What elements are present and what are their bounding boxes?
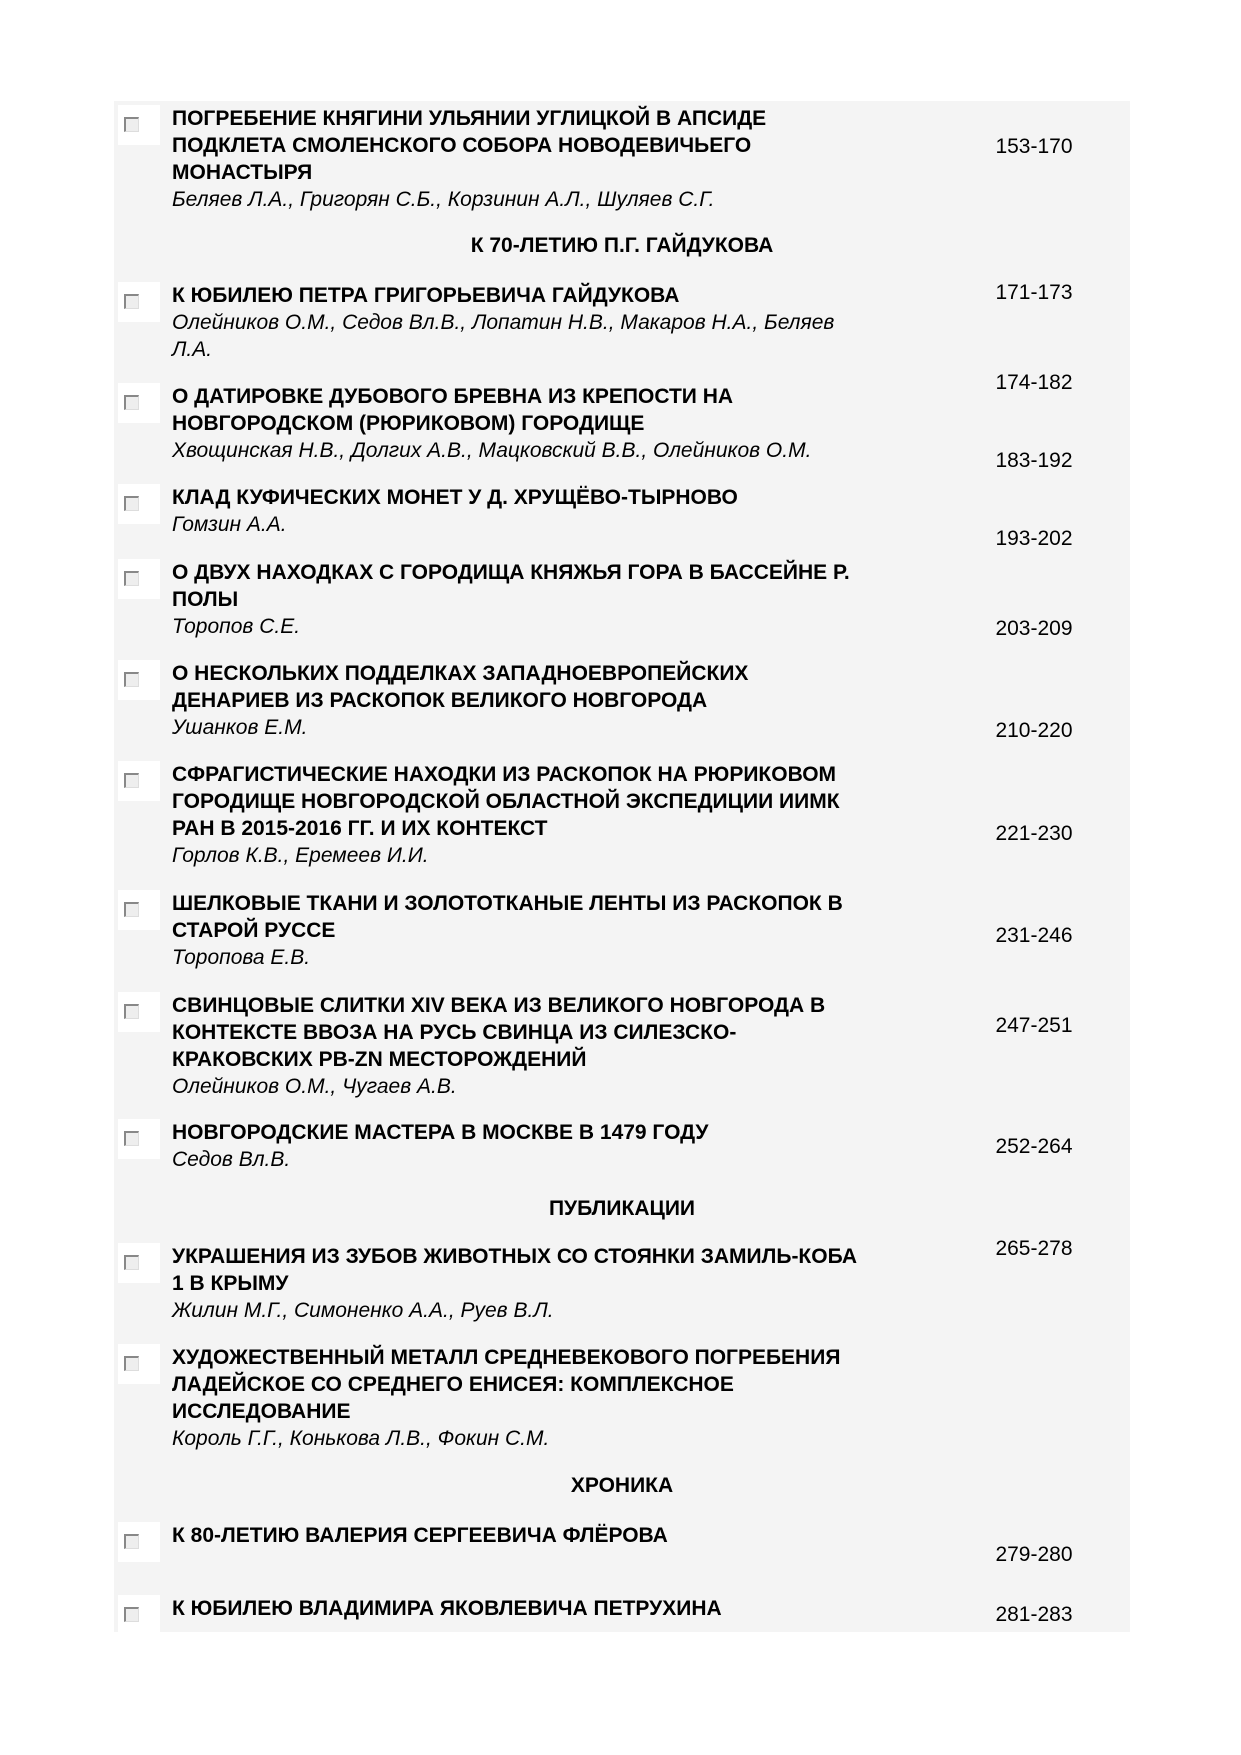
entry-title[interactable]: УКРАШЕНИЯ ИЗ ЗУБОВ ЖИВОТНЫХ СО СТОЯНКИ ЗАМИЛЬ-КОБА — [172, 1245, 858, 1268]
entry-checkbox[interactable] — [118, 559, 160, 599]
entry-pages: 183-192 — [995, 449, 1073, 472]
entry-authors: Олейников О.М., Чугаев А.В. — [172, 1075, 457, 1098]
checkbox-icon — [124, 117, 139, 132]
entry-title[interactable]: КЛАД КУФИЧЕСКИХ МОНЕТ У Д. ХРУЩЁВО-ТЫРНОВО — [172, 486, 738, 509]
entry-checkbox[interactable] — [118, 383, 160, 423]
entry-authors: Седов Вл.В. — [172, 1148, 291, 1171]
checkbox-icon — [124, 1607, 139, 1622]
checkbox-icon — [124, 1131, 139, 1146]
checkbox-icon — [124, 395, 139, 410]
entry-text — [172, 282, 952, 363]
entry-checkbox[interactable] — [118, 1243, 160, 1283]
entry-authors: Торопова Е.В. — [172, 946, 311, 969]
entry-authors: Ушанков Е.М. — [172, 716, 308, 739]
entry-title[interactable]: СФРАГИСТИЧЕСКИЕ НАХОДКИ ИЗ РАСКОПОК НА РЮРИКОВОМ — [172, 763, 837, 786]
section-heading: ХРОНИКА — [570, 1474, 674, 1497]
entry-pages: 252-264 — [995, 1135, 1073, 1158]
entry-checkbox[interactable] — [118, 1119, 160, 1159]
entry-authors: Беляев Л.А., Григорян С.Б., Корзинин А.Л., Шуляев С.Г. — [172, 188, 715, 211]
entry-title[interactable]: К ЮБИЛЕЮ ВЛАДИМИРА ЯКОВЛЕВИЧА ПЕТРУХИНА — [172, 1597, 722, 1620]
entry-pages: 279-280 — [995, 1543, 1073, 1566]
entry-checkbox[interactable] — [118, 105, 160, 145]
entry-authors: Олейников О.М., Седов Вл.В., Лопатин Н.В., Макаров Н.А., Беляев — [172, 311, 835, 334]
entry-title[interactable]: ШЕЛКОВЫЕ ТКАНИ И ЗОЛОТОТКАНЫЕ ЛЕНТЫ ИЗ РАСКОПОК В — [172, 892, 843, 915]
entry-title[interactable]: СВИНЦОВЫЕ СЛИТКИ XIV ВЕКА ИЗ ВЕЛИКОГО НОВГОРОДА В — [172, 994, 826, 1017]
entry-title[interactable]: ИССЛЕДОВАНИЕ — [172, 1400, 351, 1423]
entry-title[interactable]: ХУДОЖЕСТВЕННЫЙ МЕТАЛЛ СРЕДНЕВЕКОВОГО ПОГРЕБЕНИЯ — [172, 1346, 841, 1369]
entry-title[interactable]: КОНТЕКСТЕ ВВОЗА НА РУСЬ СВИНЦА ИЗ СИЛЕЗСКО- — [172, 1021, 737, 1044]
entry-title[interactable]: О ДВУХ НАХОДКАХ С ГОРОДИЩА КНЯЖЬЯ ГОРА В БАССЕЙНЕ Р. — [172, 561, 850, 584]
entry-pages: 193-202 — [995, 527, 1073, 550]
entry-title[interactable]: ЛАДЕЙСКОЕ СО СРЕДНЕГО ЕНИСЕЯ: КОМПЛЕКСНОЕ — [172, 1373, 734, 1396]
entry-authors: Торопов С.Е. — [172, 615, 301, 638]
entry-title[interactable]: О НЕСКОЛЬКИХ ПОДДЕЛКАХ ЗАПАДНОЕВРОПЕЙСКИХ — [172, 662, 749, 685]
entry-checkbox[interactable] — [118, 1595, 160, 1635]
entry-checkbox[interactable] — [118, 282, 160, 322]
entry-text — [172, 992, 952, 1100]
entry-authors: Л.А. — [172, 338, 213, 361]
entry-pages: 174-182 — [995, 371, 1073, 394]
entry-title[interactable]: О ДАТИРОВКЕ ДУБОВОГО БРЕВНА ИЗ КРЕПОСТИ НА — [172, 385, 734, 408]
entry-text — [172, 383, 952, 464]
checkbox-icon — [124, 1534, 139, 1549]
entry-title[interactable]: ПОЛЫ — [172, 588, 239, 611]
checkbox-icon — [124, 294, 139, 309]
entry-text — [172, 1119, 952, 1173]
entry-title[interactable]: КРАКОВСКИХ PB-ZN МЕСТОРОЖДЕНИЙ — [172, 1048, 587, 1071]
entry-title[interactable]: 1 В КРЫМУ — [172, 1272, 289, 1295]
entry-text — [172, 761, 952, 869]
entry-checkbox[interactable] — [118, 1344, 160, 1384]
entry-checkbox[interactable] — [118, 1522, 160, 1562]
entry-title[interactable]: ГОРОДИЩЕ НОВГОРОДСКОЙ ОБЛАСТНОЙ ЭКСПЕДИЦИИ ИИМК — [172, 790, 840, 813]
table-of-contents — [114, 101, 1130, 1632]
section-heading: К 70-ЛЕТИЮ П.Г. ГАЙДУКОВА — [470, 234, 774, 257]
entry-title[interactable]: РАН В 2015-2016 ГГ. И ИХ КОНТЕКСТ — [172, 817, 548, 840]
entry-checkbox[interactable] — [118, 992, 160, 1032]
entry-pages: 171-173 — [995, 281, 1073, 304]
entry-text — [172, 484, 952, 538]
entry-checkbox[interactable] — [118, 761, 160, 801]
checkbox-icon — [124, 1004, 139, 1019]
entry-text — [172, 1522, 952, 1549]
entry-pages: 203-209 — [995, 617, 1073, 640]
entry-title[interactable]: К 80-ЛЕТИЮ ВАЛЕРИЯ СЕРГЕЕВИЧА ФЛЁРОВА — [172, 1524, 668, 1547]
entry-pages: 247-251 — [995, 1014, 1073, 1037]
checkbox-icon — [124, 1356, 139, 1371]
entry-pages: 231-246 — [995, 924, 1073, 947]
checkbox-icon — [124, 672, 139, 687]
entry-pages: 210-220 — [995, 719, 1073, 742]
entry-checkbox[interactable] — [118, 484, 160, 524]
entry-title[interactable]: ДЕНАРИЕВ ИЗ РАСКОПОК ВЕЛИКОГО НОВГОРОДА — [172, 689, 708, 712]
entry-title[interactable]: НОВГОРОДСКИЕ МАСТЕРА В МОСКВЕ В 1479 ГОДУ — [172, 1121, 709, 1144]
entry-checkbox[interactable] — [118, 890, 160, 930]
entry-title[interactable]: МОНАСТЫРЯ — [172, 161, 313, 184]
entry-title[interactable]: НОВГОРОДСКОМ (РЮРИКОВОМ) ГОРОДИЩЕ — [172, 412, 645, 435]
entry-text — [172, 660, 952, 741]
entry-text — [172, 1344, 952, 1452]
entry-title[interactable]: ПОДКЛЕТА СМОЛЕНСКОГО СОБОРА НОВОДЕВИЧЬЕГО — [172, 134, 752, 157]
entry-text — [172, 1243, 952, 1324]
entry-text — [172, 105, 952, 213]
entry-authors: Жилин М.Г., Симоненко А.А., Руев В.Л. — [172, 1299, 554, 1322]
entry-authors: Хвощинская Н.В., Долгих А.В., Мацковский В.В., Олейников О.М. — [172, 439, 812, 462]
entry-pages: 281-283 — [995, 1603, 1073, 1626]
checkbox-icon — [124, 496, 139, 511]
entry-pages: 265-278 — [995, 1237, 1073, 1260]
entry-authors: Король Г.Г., Конькова Л.В., Фокин С.М. — [172, 1427, 550, 1450]
entry-checkbox[interactable] — [118, 660, 160, 700]
entry-text — [172, 890, 952, 971]
entry-title[interactable]: К ЮБИЛЕЮ ПЕТРА ГРИГОРЬЕВИЧА ГАЙДУКОВА — [172, 284, 680, 307]
checkbox-icon — [124, 1255, 139, 1270]
entry-title[interactable]: ПОГРЕБЕНИЕ КНЯГИНИ УЛЬЯНИИ УГЛИЦКОЙ В АПСИДЕ — [172, 107, 767, 130]
entry-authors: Гомзин А.А. — [172, 513, 287, 536]
entry-text — [172, 559, 952, 640]
entry-authors: Горлов К.В., Еремеев И.И. — [172, 844, 429, 867]
entry-text — [172, 1595, 952, 1622]
checkbox-icon — [124, 902, 139, 917]
checkbox-icon — [124, 773, 139, 788]
entry-title[interactable]: СТАРОЙ РУССЕ — [172, 919, 336, 942]
section-heading: ПУБЛИКАЦИИ — [548, 1197, 696, 1220]
entry-pages: 153-170 — [995, 135, 1073, 158]
entry-pages: 221-230 — [995, 822, 1073, 845]
checkbox-icon — [124, 571, 139, 586]
